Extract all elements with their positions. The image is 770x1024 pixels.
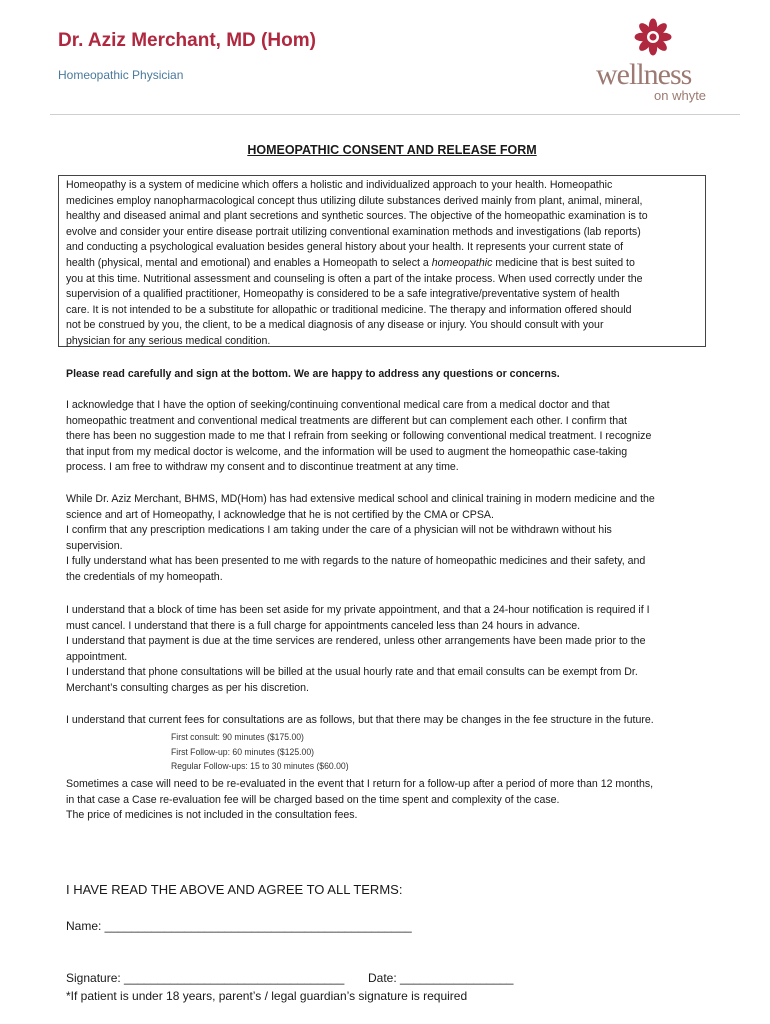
text-line: supervision.: [66, 539, 123, 552]
name-field[interactable]: Name: ______________________________________________: [66, 919, 412, 933]
text-line: I understand that phone consultations will be billed at the usual hourly rate and that email consults can be exempt from Dr.: [66, 666, 638, 679]
intro-emphasis: homeopathic: [431, 256, 493, 269]
intro-text: health (physical, mental and emotional) and enables a Homeopath to select a: [66, 256, 432, 269]
mandala-flower-icon: [634, 18, 672, 56]
intro-line: healthy and diseased animal and plant secretions and synthetic sources. The objective of the homeopathic examination is to: [66, 210, 648, 223]
text-line: must cancel. I understand that there is a full charge for appointments canceled less than 24 hours in advance.: [66, 619, 581, 632]
intro-box: [58, 175, 706, 347]
text-line: I understand that a block of time has been set aside for my private appointment, and that a 24-hour notification is required if I: [66, 604, 650, 616]
intro-line: Homeopathy is a system of medicine which offers a holistic and individualized approach to your health. Homeopathic: [66, 179, 613, 191]
fees-intro: I understand that current fees for consultations are as follows, but that there may be changes in the fee structure in the future.: [66, 714, 654, 726]
credentials-paragraph: [66, 492, 716, 586]
text-line: homeopathic treatment and conventional medical treatments are different but can complement each other. I confirm that: [66, 414, 627, 427]
text-line: Merchant’s consulting charges as per his discretion.: [66, 681, 309, 694]
signature-field[interactable]: Signature: _________________________________: [66, 971, 345, 985]
intro-text: medicine that is best suited to: [492, 256, 635, 269]
text-line: Sometimes a case will need to be re-evaluated in the event that I return for a follow-up after a period of more than 12 months,: [66, 778, 654, 790]
doctor-name: Dr. Aziz Merchant, MD (Hom): [58, 30, 316, 51]
text-line: I acknowledge that I have the option of seeking/continuing conventional medical care from a medical doctor and that: [66, 399, 610, 411]
intro-line: physician for any serious medical condition.: [66, 334, 271, 347]
date-field[interactable]: Date: _________________: [368, 971, 514, 985]
fee-item: First Follow-up: 60 minutes ($125.00): [171, 746, 315, 758]
text-line: While Dr. Aziz Merchant, BHMS, MD(Hom) has had extensive medical school and clinical training in modern medicine and the: [66, 493, 655, 505]
intro-line: care. It is not intended to be a substitute for allopathic or traditional medicine. The therapy and information offered should: [66, 303, 632, 316]
fee-item: Regular Follow-ups: 15 to 30 minutes ($60.00): [171, 761, 349, 772]
text-line: science and art of Homeopathy, I acknowledge that he is not certified by the CMA or CPSA.: [66, 508, 494, 521]
text-line: in that case a Case re-evaluation fee will be charged based on the time spent and complexity of the case.: [66, 793, 560, 806]
appointment-paragraph: [66, 603, 716, 697]
logo-wordmark: wellness: [596, 58, 692, 91]
agreement-statement: I HAVE READ THE ABOVE AND AGREE TO ALL TERMS:: [66, 882, 403, 897]
intro-line: [66, 256, 698, 272]
intro-line: evolve and consider your entire disease portrait utilizing conventional examination methods and investigations (lab reports): [66, 225, 641, 238]
intro-line: medicines employ nanopharmacological concept thus utilizing dilute substances derived mainly from plant, animal, mineral,: [66, 194, 643, 207]
text-line: I understand that payment is due at the time services are rendered, unless other arrangements have been made prior to the: [66, 635, 646, 648]
form-title: HOMEOPATHIC CONSENT AND RELEASE FORM: [247, 143, 537, 157]
text-line: I confirm that any prescription medications I am taking under the care of a physician will not be withdrawn without his: [66, 524, 612, 537]
text-line: appointment.: [66, 650, 128, 663]
instruction-text: Please read carefully and sign at the bottom. We are happy to address any questions or concerns.: [66, 368, 560, 380]
acknowledgement-paragraph: [66, 398, 716, 476]
intro-line: supervision of a qualified practitioner, Homeopathy is considered to be a safe integrative/preventative system of health: [66, 288, 620, 301]
text-line: the credentials of my homeopath.: [66, 570, 223, 583]
logo-subtext: on whyte: [654, 88, 707, 103]
fee-list: [171, 731, 349, 775]
fee-item: First consult: 90 minutes ($175.00): [171, 732, 304, 743]
intro-line: and conducting a psychological evaluation besides general history about your health. It represents your current state of: [66, 241, 624, 254]
doctor-title: Homeopathic Physician: [58, 68, 184, 82]
intro-line: not be construed by you, the client, to be a medical diagnosis of any disease or injury. You should consult with your: [66, 319, 604, 332]
text-line: that input from my medical doctor is welcome, and the information will be used to augment the homeopathic case-taking: [66, 445, 628, 458]
text-line: process. I am free to withdraw my consent and to discontinue treatment at any time.: [66, 461, 459, 474]
text-line: there has been no suggestion made to me that I refrain from seeking or following conventional medical treatment. I recognize: [66, 430, 652, 443]
intro-line: you at this time. Nutritional assessment and counseling is often a part of the intake process. When used correctly under the: [66, 272, 643, 285]
reevaluation-paragraph: [66, 777, 716, 824]
text-line: I fully understand what has been presented to me with regards to the nature of homeopathic medicines and their safety, and: [66, 555, 646, 568]
guardian-note: *If patient is under 18 years, parent’s / legal guardian’s signature is required: [66, 989, 468, 1003]
wellness-logo: [596, 18, 716, 104]
text-line: The price of medicines is not included in the consultation fees.: [66, 809, 358, 822]
header-divider: [50, 114, 740, 115]
